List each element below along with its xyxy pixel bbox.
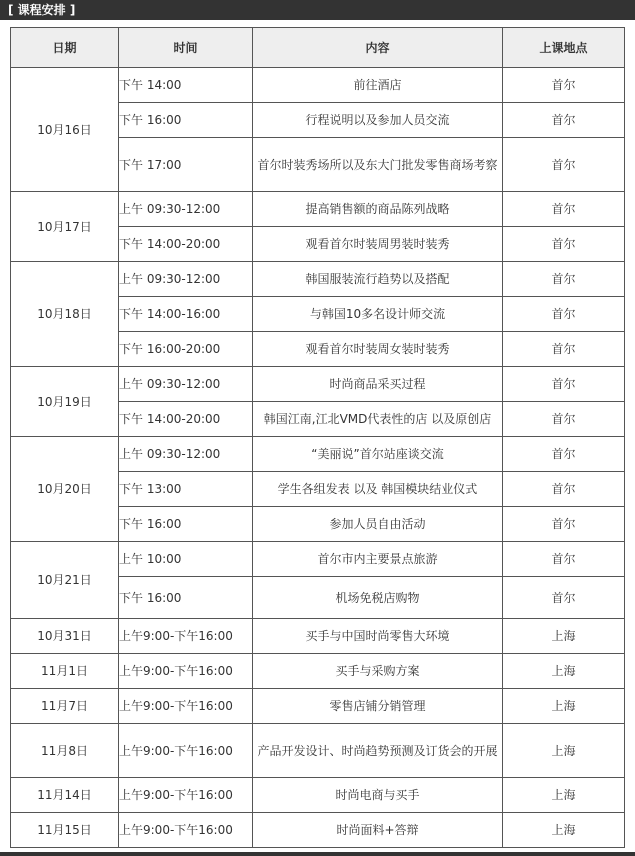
time-cell: 下午 16:00 [119, 577, 253, 619]
location-cell: 首尔 [503, 227, 625, 262]
table-row [11, 619, 625, 654]
location-cell: 上海 [503, 778, 625, 813]
date-cell: 10月19日 [11, 367, 119, 437]
location-cell: 首尔 [503, 262, 625, 297]
time-cell: 上午 09:30-12:00 [119, 192, 253, 227]
table-row [11, 262, 625, 297]
section-header-bar [0, 0, 635, 20]
content-cell: 观看首尔时装周男装时装秀 [253, 227, 503, 262]
date-cell: 11月15日 [11, 813, 119, 848]
date-cell: 10月17日 [11, 192, 119, 262]
location-cell: 上海 [503, 654, 625, 689]
schedule-body [11, 68, 625, 848]
content-cell: 机场免税店购物 [253, 577, 503, 619]
time-cell: 下午 16:00 [119, 507, 253, 542]
table-row [11, 689, 625, 724]
table-row [11, 778, 625, 813]
location-cell: 首尔 [503, 472, 625, 507]
table-row [11, 68, 625, 103]
date-cell: 10月18日 [11, 262, 119, 367]
content-cell: 与韩国10多名设计师交流 [253, 297, 503, 332]
table-row [11, 813, 625, 848]
time-cell: 下午 14:00-20:00 [119, 402, 253, 437]
content-cell: 零售店铺分销管理 [253, 689, 503, 724]
location-cell: 首尔 [503, 103, 625, 138]
content-cell: 前往酒店 [253, 68, 503, 103]
content-cell: 观看首尔时装周女装时装秀 [253, 332, 503, 367]
content-cell: 首尔时装秀场所以及东大门批发零售商场考察 [253, 138, 503, 192]
location-cell: 首尔 [503, 367, 625, 402]
time-cell: 下午 16:00 [119, 103, 253, 138]
schedule-panel [0, 20, 635, 852]
location-cell: 首尔 [503, 542, 625, 577]
time-cell: 下午 14:00-16:00 [119, 297, 253, 332]
table-row [11, 437, 625, 472]
table-row [11, 542, 625, 577]
time-cell: 上午 10:00 [119, 542, 253, 577]
content-cell: 时尚商品采买过程 [253, 367, 503, 402]
table-row [11, 192, 625, 227]
date-cell: 11月14日 [11, 778, 119, 813]
content-cell: 行程说明以及参加人员交流 [253, 103, 503, 138]
time-cell: 上午 09:30-12:00 [119, 262, 253, 297]
time-cell: 上午9:00-下午16:00 [119, 689, 253, 724]
schedule-table [10, 27, 625, 848]
time-cell: 上午 09:30-12:00 [119, 437, 253, 472]
column-header-time: 时间 [119, 28, 253, 68]
content-cell: 时尚电商与买手 [253, 778, 503, 813]
time-cell: 上午9:00-下午16:00 [119, 654, 253, 689]
time-cell: 上午9:00-下午16:00 [119, 619, 253, 654]
column-header-date: 日期 [11, 28, 119, 68]
date-cell: 11月1日 [11, 654, 119, 689]
time-cell: 上午9:00-下午16:00 [119, 813, 253, 848]
date-cell: 10月31日 [11, 619, 119, 654]
date-cell: 10月20日 [11, 437, 119, 542]
location-cell: 上海 [503, 689, 625, 724]
location-cell: 首尔 [503, 192, 625, 227]
content-cell: “美丽说”首尔站座谈交流 [253, 437, 503, 472]
location-cell: 首尔 [503, 507, 625, 542]
content-cell: 买手与中国时尚零售大环境 [253, 619, 503, 654]
time-cell: 下午 13:00 [119, 472, 253, 507]
location-cell: 上海 [503, 619, 625, 654]
column-header-location: 上课地点 [503, 28, 625, 68]
content-cell: 参加人员自由活动 [253, 507, 503, 542]
section-title: [ 课程安排 ] [8, 3, 76, 17]
content-cell: 学生各组发表 以及 韩国模块结业仪式 [253, 472, 503, 507]
time-cell: 上午9:00-下午16:00 [119, 778, 253, 813]
location-cell: 首尔 [503, 138, 625, 192]
location-cell: 首尔 [503, 297, 625, 332]
time-cell: 下午 17:00 [119, 138, 253, 192]
table-header-row [11, 28, 625, 68]
location-cell: 首尔 [503, 332, 625, 367]
time-cell: 上午 09:30-12:00 [119, 367, 253, 402]
content-cell: 产品开发设计、时尚趋势预测及订货会的开展 [253, 724, 503, 778]
table-row [11, 654, 625, 689]
table-row [11, 367, 625, 402]
bottom-rule [0, 852, 635, 856]
location-cell: 首尔 [503, 402, 625, 437]
content-cell: 韩国服装流行趋势以及搭配 [253, 262, 503, 297]
content-cell: 时尚面料+答辩 [253, 813, 503, 848]
time-cell: 下午 16:00-20:00 [119, 332, 253, 367]
content-cell: 首尔市内主要景点旅游 [253, 542, 503, 577]
content-cell: 买手与采购方案 [253, 654, 503, 689]
time-cell: 下午 14:00-20:00 [119, 227, 253, 262]
time-cell: 下午 14:00 [119, 68, 253, 103]
date-cell: 10月16日 [11, 68, 119, 192]
location-cell: 上海 [503, 724, 625, 778]
column-header-content: 内容 [253, 28, 503, 68]
date-cell: 11月8日 [11, 724, 119, 778]
table-row [11, 724, 625, 778]
date-cell: 10月21日 [11, 542, 119, 619]
location-cell: 上海 [503, 813, 625, 848]
content-cell: 韩国江南,江北VMD代表性的店 以及原创店 [253, 402, 503, 437]
time-cell: 上午9:00-下午16:00 [119, 724, 253, 778]
location-cell: 首尔 [503, 68, 625, 103]
location-cell: 首尔 [503, 577, 625, 619]
location-cell: 首尔 [503, 437, 625, 472]
content-cell: 提高销售额的商品陈列战略 [253, 192, 503, 227]
date-cell: 11月7日 [11, 689, 119, 724]
